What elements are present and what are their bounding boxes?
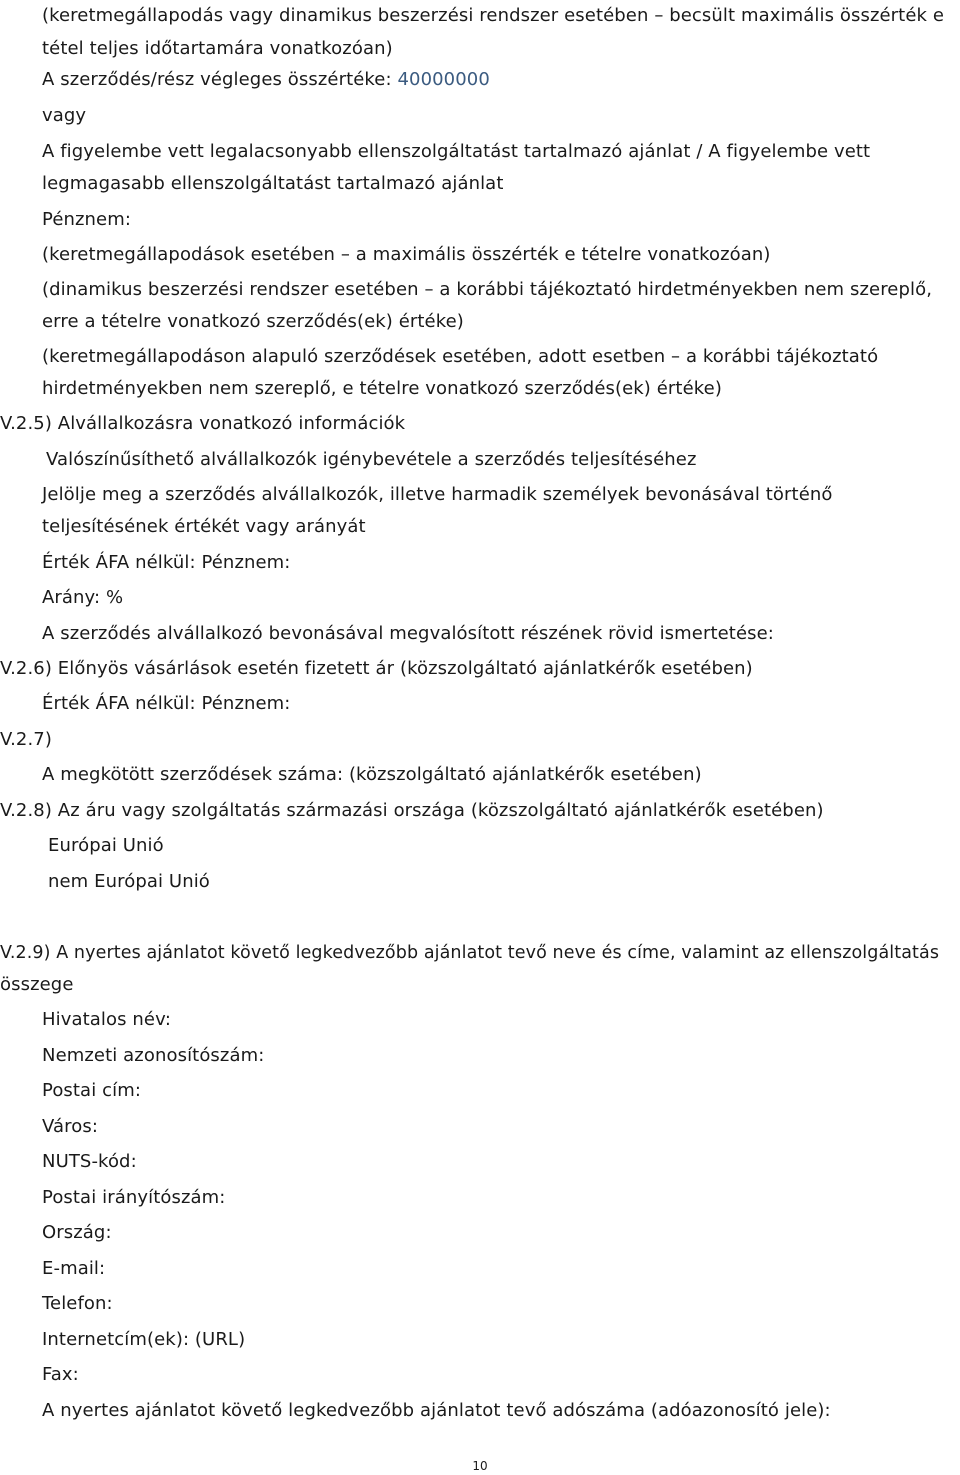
final-value-line: [42, 68, 490, 92]
field-label: Internetcím(ek): (URL): [42, 1329, 246, 1350]
section-heading: V.2.7): [0, 729, 52, 750]
field-label: Telefon:: [42, 1293, 113, 1314]
field-label: Nemzeti azonosítószám:: [42, 1045, 265, 1066]
field-label: Arány: %: [42, 587, 124, 608]
option-non-eu: nem Európai Unió: [48, 871, 210, 892]
final-value-amount: 40000000: [397, 69, 490, 90]
text-line: tétel teljes időtartamára vonatkozóan): [42, 38, 393, 59]
field-label: Postai irányítószám:: [42, 1187, 226, 1208]
text-line: hirdetményekben nem szereplő, e tételre vonatkozó szerződés(ek) értéke): [42, 378, 722, 399]
section-heading: V.2.9) A nyertes ajánlatot követő legkedvezőbb ajánlatot tevő neve és címe, valamint az ellenszolgáltatás: [0, 943, 940, 963]
section-heading: V.2.5) Alvállalkozásra vonatkozó információk: [0, 413, 406, 434]
section-heading: V.2.6) Előnyös vásárlások esetén fizetett ár (közszolgáltató ajánlatkérők esetében): [0, 658, 753, 679]
checkbox-label: Valószínűsíthető alvállalkozók igénybevétele a szerződés teljesítéséhez: [46, 449, 697, 470]
text-line: (keretmegállapodás vagy dinamikus beszerzési rendszer esetében – becsült maximális összérték e: [42, 5, 945, 26]
final-value-label: A szerződés/rész végleges összértéke:: [42, 69, 398, 90]
text-line: Jelölje meg a szerződés alvállalkozók, illetve harmadik személyek bevonásával történő: [42, 484, 833, 505]
field-label: Érték ÁFA nélkül: Pénznem:: [42, 552, 291, 573]
field-label: A megkötött szerződések száma: (közszolgáltató ajánlatkérők esetében): [42, 764, 702, 785]
text-line: A figyelembe vett legalacsonyabb ellenszolgáltatást tartalmazó ajánlat / A figyelembe vett: [42, 141, 871, 162]
option-eu: Európai Unió: [48, 835, 164, 856]
field-label: Hivatalos név:: [42, 1009, 172, 1030]
text-line: vagy: [42, 105, 87, 126]
field-label: A nyertes ajánlatot követő legkedvezőbb ajánlatot tevő adószáma (adóazonosító jele):: [42, 1400, 831, 1421]
text-line: Pénznem:: [42, 209, 132, 230]
field-label: Postai cím:: [42, 1080, 142, 1101]
field-label: Érték ÁFA nélkül: Pénznem:: [42, 693, 291, 714]
text-line: erre a tételre vonatkozó szerződés(ek) értéke): [42, 311, 464, 332]
text-line: összege: [0, 974, 74, 995]
section-heading: V.2.8) Az áru vagy szolgáltatás származási országa (közszolgáltató ajánlatkérők esetében): [0, 800, 824, 821]
field-label: Ország:: [42, 1222, 112, 1243]
page-number: 10: [472, 1459, 488, 1473]
text-line: (keretmegállapodások esetében – a maximális összérték e tételre vonatkozóan): [42, 244, 771, 265]
field-label: A szerződés alvállalkozó bevonásával megvalósított részének rövid ismertetése:: [42, 623, 774, 644]
text-line: (dinamikus beszerzési rendszer esetében – a korábbi tájékoztató hirdetményekben nem szereplő,: [42, 279, 933, 300]
text-line: teljesítésének értékét vagy arányát: [42, 516, 366, 537]
field-label: E-mail:: [42, 1258, 106, 1279]
text-line: legmagasabb ellenszolgáltatást tartalmazó ajánlat: [42, 173, 504, 194]
field-label: Fax:: [42, 1364, 79, 1385]
field-label: NUTS-kód:: [42, 1151, 137, 1172]
field-label: Város:: [42, 1116, 99, 1137]
text-line: (keretmegállapodáson alapuló szerződések esetében, adott esetben – a korábbi tájékoztató: [42, 346, 879, 367]
